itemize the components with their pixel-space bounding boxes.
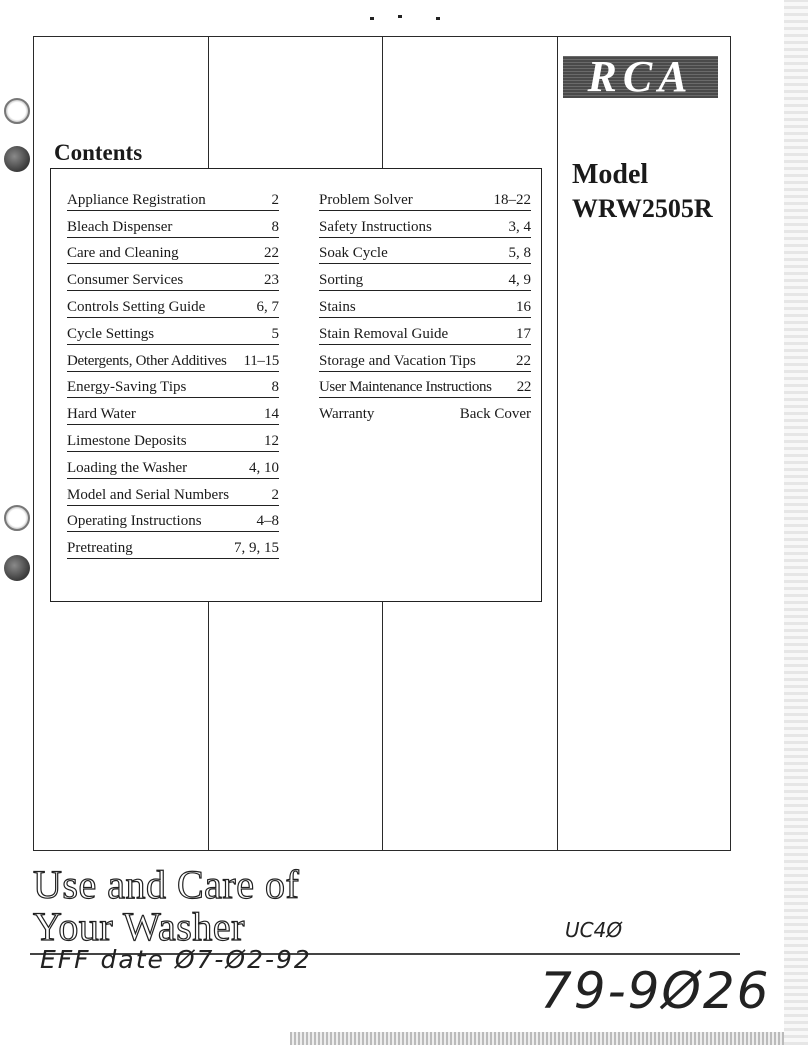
title-line-2: Your Washer bbox=[33, 904, 245, 949]
contents-row bbox=[319, 319, 531, 345]
item: Loading the Washer bbox=[67, 459, 188, 476]
item: Hard Water bbox=[67, 406, 136, 423]
contents-row bbox=[67, 212, 279, 238]
contents-row bbox=[67, 426, 279, 452]
title-line-1: Use and Care of bbox=[33, 862, 300, 907]
contents-row bbox=[67, 533, 279, 559]
contents-row bbox=[67, 507, 279, 533]
page: 22 bbox=[516, 352, 531, 369]
contents-table bbox=[50, 168, 542, 602]
page: 5, 8 bbox=[508, 245, 531, 262]
item: Energy-Saving Tips bbox=[67, 379, 187, 396]
contents-row bbox=[67, 480, 279, 506]
item: Cycle Settings bbox=[67, 325, 155, 342]
rca-logo: RCA bbox=[563, 56, 718, 98]
punch-hole bbox=[4, 146, 30, 172]
page: 6, 7 bbox=[256, 298, 279, 315]
frame-right bbox=[730, 36, 731, 851]
item: Sorting bbox=[319, 272, 364, 289]
page: Back Cover bbox=[459, 406, 531, 423]
item: Controls Setting Guide bbox=[67, 298, 206, 315]
frame-divider bbox=[557, 36, 558, 851]
item: Care and Cleaning bbox=[67, 245, 179, 262]
page: 22 bbox=[516, 379, 531, 396]
contents-row bbox=[67, 239, 279, 265]
page: 14 bbox=[264, 406, 279, 423]
item: Operating Instructions bbox=[67, 513, 202, 530]
document-title bbox=[33, 864, 299, 948]
page: 12 bbox=[264, 432, 279, 449]
model-number: WRW2505R bbox=[572, 194, 713, 223]
item: Bleach Dispenser bbox=[67, 218, 173, 235]
page: 8 bbox=[271, 218, 279, 235]
scan-speck bbox=[398, 15, 402, 18]
contents-column-right bbox=[319, 185, 531, 425]
contents-row bbox=[67, 185, 279, 211]
contents-row bbox=[67, 319, 279, 345]
item: Appliance Registration bbox=[67, 191, 206, 208]
page: 11–15 bbox=[243, 352, 279, 369]
page: 4–8 bbox=[256, 513, 279, 530]
page: 22 bbox=[264, 245, 279, 262]
punch-hole bbox=[4, 555, 30, 581]
item: Consumer Services bbox=[67, 272, 184, 289]
page: 16 bbox=[516, 298, 531, 315]
item: Stain Removal Guide bbox=[319, 325, 449, 342]
item: Pretreating bbox=[67, 540, 133, 557]
contents-row bbox=[319, 212, 531, 238]
item: Limestone Deposits bbox=[67, 432, 187, 449]
scan-speck bbox=[370, 17, 374, 20]
handwritten-number: 79-9Ø26 bbox=[540, 962, 771, 1020]
page: 2 bbox=[271, 486, 279, 503]
contents-title: Contents bbox=[54, 140, 143, 165]
item: Soak Cycle bbox=[319, 245, 388, 262]
contents-row bbox=[67, 346, 279, 372]
page: 5 bbox=[271, 325, 279, 342]
contents-row bbox=[67, 453, 279, 479]
page: 17 bbox=[516, 325, 531, 342]
contents-row bbox=[319, 185, 531, 211]
contents-row bbox=[319, 346, 531, 372]
page: 8 bbox=[271, 379, 279, 396]
frame-left bbox=[33, 36, 34, 851]
contents-row bbox=[67, 399, 279, 425]
contents-row bbox=[67, 292, 279, 318]
page: 18–22 bbox=[493, 191, 531, 208]
item: Stains bbox=[319, 298, 356, 315]
scan-bottom-edge bbox=[290, 1032, 784, 1045]
punch-hole bbox=[4, 98, 30, 124]
scan-edge bbox=[784, 0, 808, 1045]
contents-row bbox=[319, 373, 531, 399]
contents-row bbox=[319, 399, 531, 424]
item: Model and Serial Numbers bbox=[67, 486, 230, 503]
page: 3, 4 bbox=[508, 218, 531, 235]
contents-row bbox=[319, 292, 531, 318]
handwritten-code: UC4Ø bbox=[565, 918, 623, 942]
page: 23 bbox=[264, 272, 279, 289]
contents-row bbox=[67, 265, 279, 291]
item: User Maintenance Instructions bbox=[319, 379, 492, 396]
page: 4, 10 bbox=[249, 459, 279, 476]
contents-column-left bbox=[67, 185, 279, 560]
page: 2 bbox=[271, 191, 279, 208]
punch-hole bbox=[4, 505, 30, 531]
item: Storage and Vacation Tips bbox=[319, 352, 476, 369]
handwritten-eff-date: EFF date Ø7-Ø2-92 bbox=[40, 945, 312, 974]
item: Detergents, Other Additives bbox=[67, 352, 227, 369]
item: Problem Solver bbox=[319, 191, 413, 208]
scan-speck bbox=[436, 17, 440, 20]
contents-row bbox=[319, 239, 531, 265]
contents-row bbox=[319, 265, 531, 291]
page: 7, 9, 15 bbox=[234, 540, 279, 557]
item: Safety Instructions bbox=[319, 218, 432, 235]
contents-row bbox=[67, 373, 279, 399]
page: 4, 9 bbox=[508, 272, 531, 289]
item: Warranty bbox=[319, 406, 375, 423]
model-label: Model bbox=[572, 159, 649, 190]
